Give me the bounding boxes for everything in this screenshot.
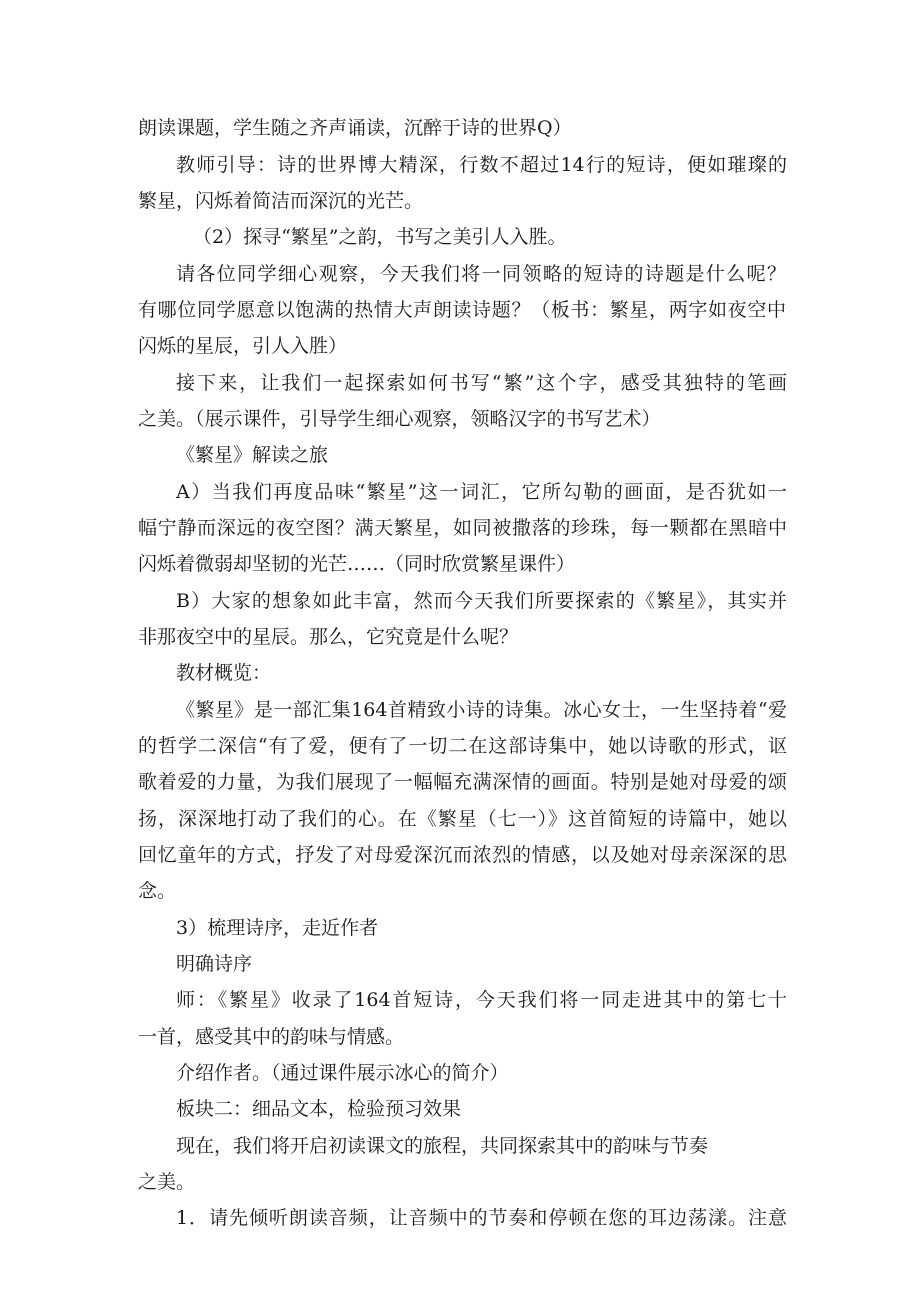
document-page: 朗读课题，学生随之齐声诵读，沉醉于诗的世界Q） 教师引导：诗的世界博大精深，行数不超过14行的短诗，便如璀璨的 繁星，闪烁着简洁而深沉的光芒。 （2）探寻“繁星”之韵，书写之美引人入胜。 请各位同学细心观察，今天我们将一同领略的短诗的诗题是什么呢？ 有哪位同学愿意以饱满的热情大声朗读诗题？（板书：繁星，两字如夜空中 闪烁的星辰，引人入胜） 接下来，让我们一起探索如何书写“繁”这个字，感受其独特的笔画 之美。（展示课件，引导学生细心观察，领略汉字的书写艺术） 《繁星》解读之旅 A）当我们再度品味“繁星”这一词汇，它所勾勒的画面，是否犹如一 幅宁静而深远的夜空图？满天繁星，如同被撒落的珍珠，每一颗都在黑暗中 闪烁着微弱却坚韧的光芒……（同时欣赏繁星课件） B）大家的想象如此丰富，然而今天我们所要探索的《繁星》，其实并 非那夜空中的星辰。那么，它究竟是什么呢？ 教材概览： 《繁星》是一部汇集164首精致小诗的诗集。冰心女士，一生坚持着“爱 的哲学二深信“有了爱，便有了一切二在这部诗集中，她以诗歌的形式，讴 歌着爱的力量，为我们展现了一幅幅充满深情的画面。特别是她对母爱的颂 扬，深深地打动了我们的心。在《繁星（七一）》这首简短的诗篇中，她以 回忆童年的方式，抒发了对母爱深沉而浓烈的情感，以及她对母亲深深的思 念。 3）梳理诗序，走近作者 明确诗序 师：《繁星》收录了164首短诗，今天我们将一同走进其中的第七十 一首，感受其中的韵味与情感。 介绍作者。（通过课件展示冰心的简介） 板块二：细品文本，检验预习效果 现在，我们将开启初读课文的旅程，共同探索其中的韵味与节奏 之美。 1．请先倾听朗读音频，让音频中的节奏和停顿在您的耳边荡漾。注意: [138, 117, 787, 1229]
